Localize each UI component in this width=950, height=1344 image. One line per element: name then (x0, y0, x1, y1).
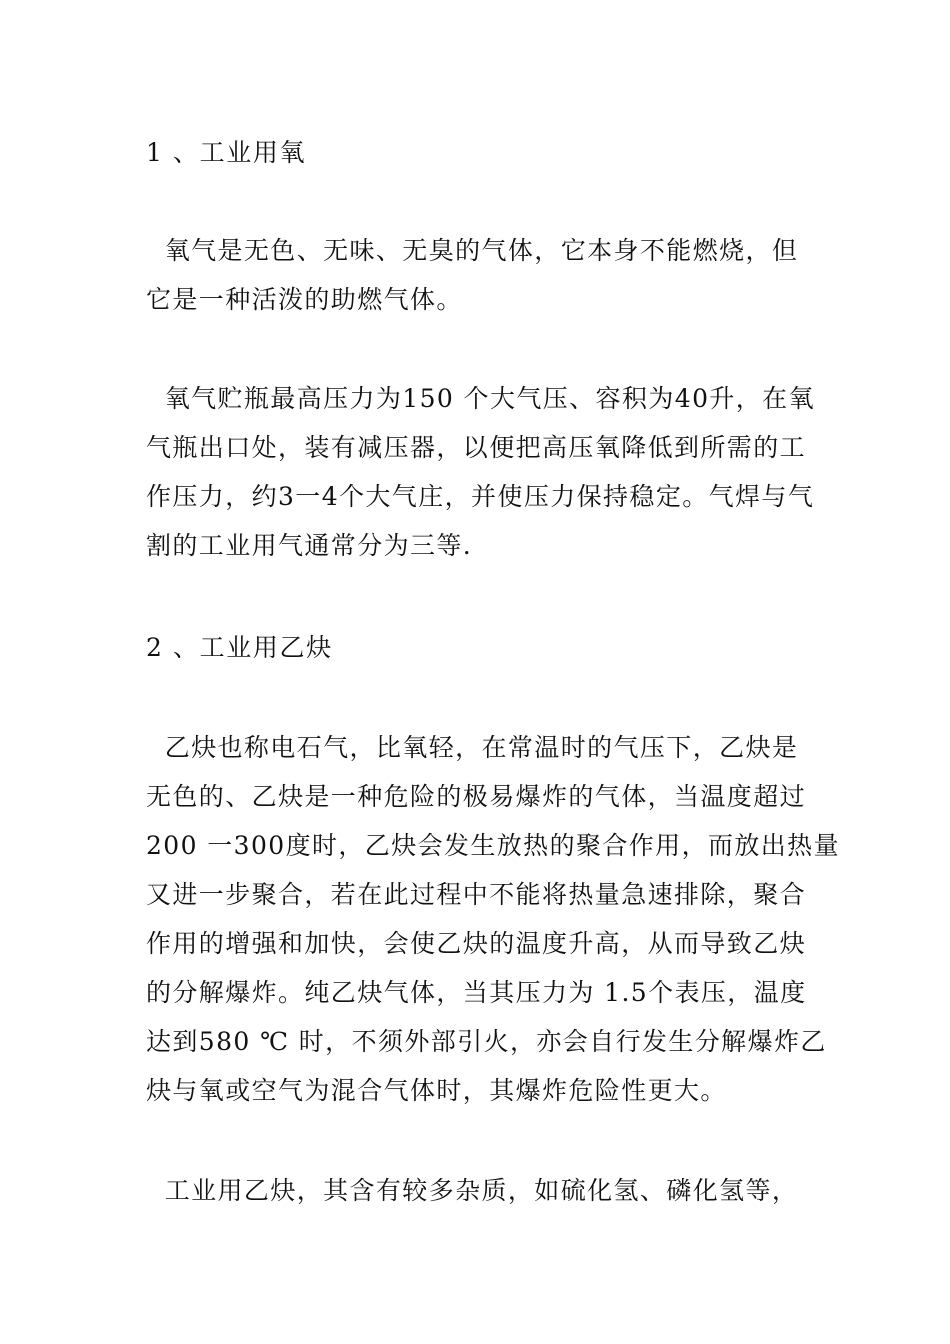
section-heading-oxygen: 1 、工业用氧 (146, 138, 307, 167)
paragraph-line: 又进一步聚合，若在此过程中不能将热量急速排除，聚合 (146, 880, 807, 909)
paragraph-line: 氧气是无色、无味、无臭的气体，它本身不能燃烧，但 (146, 236, 799, 265)
paragraph-line: 的分解爆炸。纯乙炔气体，当其压力为 1.5个表压，温度 (146, 978, 807, 1007)
paragraph-line: 炔与氧或空气为混合气体时，其爆炸危险性更大。 (146, 1076, 727, 1105)
section-heading-acetylene: 2 、工业用乙炔 (146, 633, 333, 662)
paragraph-line: 作压力，约3一4个大气庄，并使压力保持稳定。气焊与气 (146, 482, 815, 511)
paragraph-line: 200 一300度时，乙炔会发生放热的聚合作用，而放出热量 (146, 831, 840, 860)
paragraph-line: 无色的、乙炔是一种危险的极易爆炸的气体，当温度超过 (146, 782, 807, 811)
paragraph-line: 工业用乙炔，其含有较多杂质，如硫化氢、磷化氢等， (146, 1176, 799, 1205)
paragraph-line: 割的工业用气通常分为三等. (146, 531, 473, 560)
paragraph-line: 它是一种活泼的助燃气体。 (146, 285, 463, 314)
paragraph-line: 气瓶出口处，装有减压器，以便把高压氧降低到所需的工 (146, 433, 807, 462)
paragraph-line: 氧气贮瓶最高压力为150 个大气压、容积为40升，在氧 (146, 384, 815, 413)
paragraph-line: 作用的增强和加快，会使乙炔的温度升高，从而导致乙炔 (146, 929, 807, 958)
paragraph-line: 乙炔也称电石气，比氧轻，在常温时的气压下，乙炔是 (146, 733, 799, 762)
paragraph-line: 达到580 ℃ 时，不须外部引火，亦会自行发生分解爆炸乙 (146, 1027, 827, 1056)
